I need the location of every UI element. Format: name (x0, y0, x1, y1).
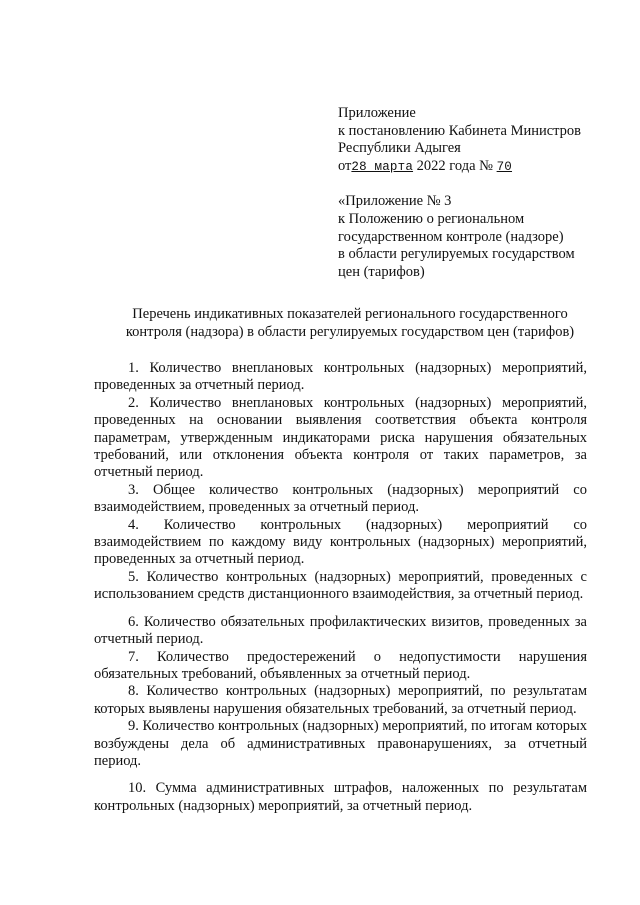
list-item: 5. Количество контрольных (надзорных) мероприятий, проведенных с использованием средств дистанционного взаимодействия, за отчетный период. (94, 568, 587, 603)
list-item: 9. Количество контрольных (надзорных) мероприятий, по итогам которых возбуждены дела об административных правонарушениях, за отчетный период. (94, 718, 587, 769)
annex-line-5: цен (тарифов) (338, 263, 425, 280)
date-prefix: от (338, 157, 352, 174)
annex-line-3: государственном контроле (надзоре) (338, 228, 564, 245)
annex-number: «Приложение № 3 (338, 193, 452, 210)
list-item: 8. Количество контрольных (надзорных) мероприятий, по результатам которых выявлены нарушения обязательных требований, за отчетный период. (94, 683, 587, 717)
title-line-2: контроля (надзора) в области регулируемых государством цен (тарифов) (125, 324, 575, 340)
resolution-number: 70 (496, 159, 513, 174)
republic-name: Республики Адыгея (338, 140, 461, 157)
list-item: 7. Количество предостережений о недопустимости нарушения обязательных требований, объявленных за отчетный период. (94, 648, 587, 682)
list-item: 3. Общее количество контрольных (надзорных) мероприятий со взаимодействием, проведенных за отчетный период. (94, 481, 587, 516)
list-item: 2. Количество внеплановых контрольных (надзорных) мероприятий, проведенных на основании выявления соответствия объекта контроля параметрам, утвержденным индикаторами риска нарушения обязательных требований, или отклонения объекта контроля от таких параметров, за отчетный период. (94, 394, 587, 481)
appendix-label: Приложение (338, 105, 416, 121)
date-day-month: 28 марта (351, 159, 414, 174)
annex-line-2: к Положению о региональном (338, 210, 525, 227)
resolution-date-line (338, 158, 628, 177)
title-line-1: Перечень индикативных показателей регионального государственного (132, 306, 568, 322)
list-item: 10. Сумма административных штрафов, наложенных по результатам контрольных (надзорных) мероприятий, за отчетный период. (94, 780, 587, 814)
resolution-reference: к постановлению Кабинета Министров (338, 122, 582, 139)
list-item: 6. Количество обязательных профилактических визитов, проведенных за отчетный период. (94, 613, 587, 648)
approval-header (338, 105, 628, 281)
list-item: 4. Количество контрольных (надзорных) мероприятий со взаимодействием по каждому виду контрольных (надзорных) мероприятий, проведенных за отчетный период. (94, 516, 587, 568)
date-year: 2022 года № (413, 157, 497, 174)
document-title (80, 305, 620, 341)
list-item: 1. Количество внеплановых контрольных (надзорных) мероприятий, проведенных за отчетный период. (94, 360, 587, 394)
indicator-list (94, 360, 587, 815)
annex-line-4: в области регулируемых государством (338, 246, 575, 263)
